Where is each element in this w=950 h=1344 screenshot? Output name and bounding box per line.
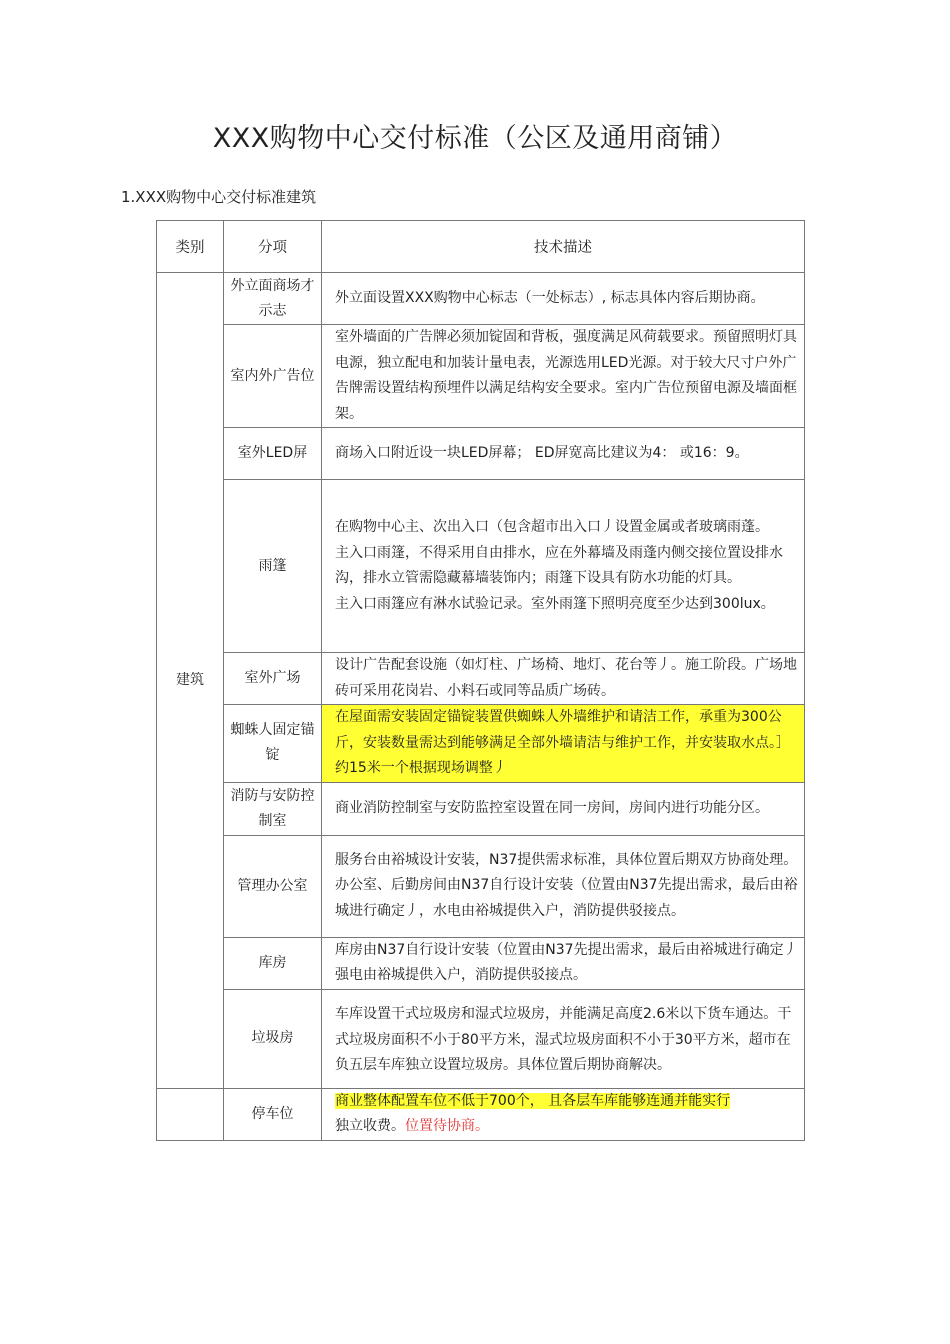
description-cell: 在购物中心主、次出入口（包含超市出入口丿设置金属或者玻璃雨蓬。 主入口雨篷，不得采用自由排水，应在外幕墙及雨蓬内侧交接位置设排水沟，排水立管需隐藏幕墙装饰内；雨篷下设具有防水功能的灯具。 主入口雨篷应有淋水试验记录。室外雨篷下照明亮度至少达到300lux。 — [322, 480, 805, 653]
category-cell: 建筑 — [157, 273, 224, 1089]
table-row — [157, 273, 805, 325]
subitem-cell: 外立面商场才示志 — [224, 273, 322, 325]
delivery-standard-table — [156, 220, 805, 1141]
table-row — [157, 937, 805, 989]
subitem-cell: 库房 — [224, 937, 322, 989]
subitem-cell: 雨篷 — [224, 480, 322, 653]
description-cell — [322, 1088, 805, 1140]
table-row — [157, 705, 805, 783]
table-row — [157, 835, 805, 937]
description-cell: 库房由N37自行设计安装（位置由N37先提出需求，最后由裕城进行确定丿强电由裕城提供入户，消防提供驳接点。 — [322, 937, 805, 989]
subitem-cell: 室外广场 — [224, 653, 322, 705]
header-subitem: 分项 — [224, 221, 322, 273]
table-row — [157, 782, 805, 835]
description-cell: 室外墙面的广告牌必须加锭固和背板，强度满足风荷载要求。预留照明灯具电源，独立配电和加装计量电表，光源选用LED光源。对于较大尺寸户外广告牌需设置结构预埋件以满足结构安全要求。室内广告位预留电源及墙面框架。 — [322, 325, 805, 428]
subitem-cell: 蜘蛛人固定锚锭 — [224, 705, 322, 783]
plain-text: 独立收费。 — [335, 1118, 405, 1134]
description-cell: 服务台由裕城设计安装，N37提供需求标准，具体位置后期双方协商处理。办公室、后勤房间由N37自行设计安装（位置由N37先提出需求，最后由裕城进行确定丿，水电由裕城提供入户，消防提供驳接点。 — [322, 835, 805, 937]
table-row — [157, 1088, 805, 1140]
description-cell: 设计广告配套设施（如灯柱、广场椅、地灯、花台等丿。施工阶段。广场地砖可采用花岗岩、小料石或同等品质广场砖。 — [322, 653, 805, 705]
subitem-cell: 消防与安防控制室 — [224, 782, 322, 835]
description-cell: 车库设置干式垃圾房和湿式垃圾房，并能满足高度2.6米以下货车通达。干式垃圾房面积不小于80平方米，湿式垃圾房面积不小于30平方米，超市在负五层车库独立设置垃圾房。具体位置后期协商解决。 — [322, 989, 805, 1088]
red-note-text: 位置待协商。 — [405, 1118, 489, 1134]
table-header-row — [157, 221, 805, 273]
table-row — [157, 428, 805, 480]
description-cell: 外立面设置XXX购物中心标志（一处标志）, 标志具体内容后期协商。 — [322, 273, 805, 325]
subitem-cell: 停车位 — [224, 1088, 322, 1140]
category-cell-empty — [157, 1088, 224, 1140]
description-cell-highlighted: 在屋面需安装固定锚锭装置供蜘蛛人外墙维护和请洁工作，承重为300公斤，安装数量需达到能够满足全部外墙请洁与维护工作，并安装取水点。］约15米一个根据现场调整丿 — [322, 705, 805, 783]
table-row — [157, 989, 805, 1088]
description-cell: 商业消防控制室与安防监控室设置在同一房间，房间内进行功能分区。 — [322, 782, 805, 835]
subitem-cell: 室外LED屏 — [224, 428, 322, 480]
header-technical-description: 技术描述 — [322, 221, 805, 273]
description-cell: 商场入口附近设一块LED屏幕； ED屏宽高比建议为4： 或16：9。 — [322, 428, 805, 480]
table-row — [157, 325, 805, 428]
subitem-cell: 室内外广告位 — [224, 325, 322, 428]
header-category: 类别 — [157, 221, 224, 273]
subitem-cell: 垃圾房 — [224, 989, 322, 1088]
subitem-cell: 管理办公室 — [224, 835, 322, 937]
highlighted-text: 商业整体配置车位不低于700个， 且各层车库能够连通并能实行 — [335, 1092, 731, 1109]
document-title: XXX购物中心交付标准（公区及通用商铺） — [212, 123, 738, 154]
table-row — [157, 480, 805, 653]
table-row — [157, 653, 805, 705]
section-heading: 1.XXX购物中心交付标准建筑 — [121, 188, 317, 206]
